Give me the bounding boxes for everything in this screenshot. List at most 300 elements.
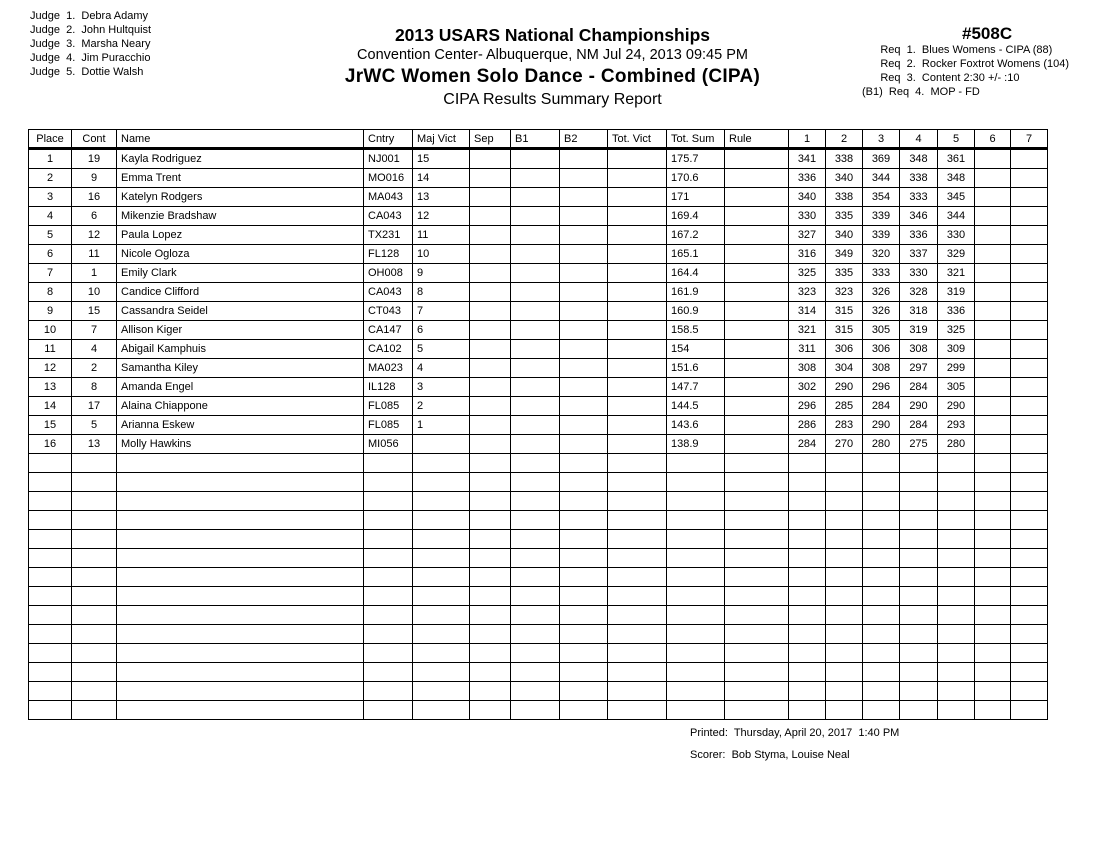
cell-name: Alaina Chiappone (117, 397, 364, 416)
cell-tot-vict (608, 359, 667, 378)
cell-judge-6 (975, 454, 1011, 473)
cell-maj-vict (413, 454, 470, 473)
cell-judge-5: 345 (938, 188, 975, 207)
cell-judge-7 (1011, 530, 1048, 549)
cell-maj-vict (413, 568, 470, 587)
cell-rule (725, 283, 789, 302)
empty-table-row (29, 454, 1048, 473)
cell-judge-1 (789, 454, 826, 473)
cell-tot-sum (667, 663, 725, 682)
cell-maj-vict (413, 701, 470, 720)
cell-judge-2 (826, 587, 863, 606)
cell-b1 (511, 359, 560, 378)
cell-b1 (511, 378, 560, 397)
cell-judge-4 (900, 663, 938, 682)
cell-judge-7 (1011, 549, 1048, 568)
cell-sep (470, 549, 511, 568)
cell-judge-1: 336 (789, 169, 826, 188)
cell-judge-4: 337 (900, 245, 938, 264)
cell-judge-6 (975, 226, 1011, 245)
col-header-judge-5: 5 (938, 130, 975, 149)
cell-judge-1: 308 (789, 359, 826, 378)
cell-b2 (560, 549, 608, 568)
cell-cont (72, 492, 117, 511)
cell-rule (725, 701, 789, 720)
cell-name: Paula Lopez (117, 226, 364, 245)
cell-maj-vict: 11 (413, 226, 470, 245)
cell-cntry (364, 530, 413, 549)
col-header-b1: B1 (511, 130, 560, 149)
cell-judge-2: 283 (826, 416, 863, 435)
table-row (29, 378, 1048, 397)
cell-judge-4: 290 (900, 397, 938, 416)
cell-cont: 5 (72, 416, 117, 435)
cell-judge-2 (826, 644, 863, 663)
cell-judge-6 (975, 359, 1011, 378)
cell-tot-vict (608, 245, 667, 264)
cell-tot-vict (608, 207, 667, 226)
cell-judge-7 (1011, 188, 1048, 207)
cell-rule (725, 587, 789, 606)
cell-cntry (364, 473, 413, 492)
cell-judge-6 (975, 587, 1011, 606)
cell-sep (470, 644, 511, 663)
cell-judge-6 (975, 188, 1011, 207)
cell-cont: 17 (72, 397, 117, 416)
cell-judge-7 (1011, 492, 1048, 511)
empty-table-row (29, 587, 1048, 606)
cell-judge-7 (1011, 625, 1048, 644)
cell-sep (470, 663, 511, 682)
cell-b1 (511, 283, 560, 302)
cell-judge-3 (863, 682, 900, 701)
cell-maj-vict (413, 511, 470, 530)
cell-tot-sum (667, 701, 725, 720)
cell-place (29, 644, 72, 663)
cell-judge-4: 275 (900, 435, 938, 454)
cell-maj-vict: 6 (413, 321, 470, 340)
cell-judge-5 (938, 625, 975, 644)
cell-b2 (560, 492, 608, 511)
cell-judge-6 (975, 435, 1011, 454)
cell-b2 (560, 302, 608, 321)
cell-rule (725, 321, 789, 340)
cell-cont (72, 644, 117, 663)
cell-place: 11 (29, 340, 72, 359)
cell-tot-sum: 164.4 (667, 264, 725, 283)
col-header-tot-vict: Tot. Vict (608, 130, 667, 149)
competition-title: 2013 USARS National Championships (394, 25, 711, 45)
empty-table-row (29, 644, 1048, 663)
cell-judge-4: 346 (900, 207, 938, 226)
cell-tot-vict (608, 454, 667, 473)
cell-tot-vict (608, 169, 667, 188)
cell-b2 (560, 245, 608, 264)
cell-judge-1: 327 (789, 226, 826, 245)
cell-cntry (364, 663, 413, 682)
cell-cntry: TX231 (364, 226, 413, 245)
cell-judge-7 (1011, 226, 1048, 245)
table-row (29, 264, 1048, 283)
cell-b2 (560, 169, 608, 188)
cell-judge-4 (900, 492, 938, 511)
cell-cont: 1 (72, 264, 117, 283)
cell-maj-vict: 2 (413, 397, 470, 416)
cell-cntry: MA043 (364, 188, 413, 207)
empty-table-row (29, 511, 1048, 530)
requirement-3: Req 3. Content 2:30 +/- :10 (862, 72, 1020, 84)
cell-judge-4: 318 (900, 302, 938, 321)
cell-b1 (511, 454, 560, 473)
col-header-judge-1: 1 (789, 130, 826, 149)
col-header-maj-vict: Maj Vict (413, 130, 470, 149)
cell-b2 (560, 511, 608, 530)
cell-maj-vict: 14 (413, 169, 470, 188)
cell-name (117, 530, 364, 549)
table-row (29, 340, 1048, 359)
cell-judge-5: 305 (938, 378, 975, 397)
cell-cntry: FL128 (364, 245, 413, 264)
cell-b1 (511, 473, 560, 492)
empty-table-row (29, 530, 1048, 549)
cell-cntry (364, 606, 413, 625)
cell-b2 (560, 473, 608, 492)
cell-judge-5 (938, 644, 975, 663)
cell-maj-vict (413, 492, 470, 511)
cell-judge-4 (900, 682, 938, 701)
cell-judge-1 (789, 587, 826, 606)
cell-place: 2 (29, 169, 72, 188)
cell-place: 14 (29, 397, 72, 416)
cell-judge-3 (863, 454, 900, 473)
table-row (29, 416, 1048, 435)
cell-cont (72, 530, 117, 549)
cell-judge-3: 305 (863, 321, 900, 340)
cell-judge-1 (789, 663, 826, 682)
cell-judge-7 (1011, 663, 1048, 682)
cell-judge-2: 306 (826, 340, 863, 359)
cell-name (117, 549, 364, 568)
cell-tot-sum: 151.6 (667, 359, 725, 378)
cell-cont (72, 682, 117, 701)
cell-judge-4: 333 (900, 188, 938, 207)
cell-judge-7 (1011, 264, 1048, 283)
cell-rule (725, 454, 789, 473)
cell-sep (470, 492, 511, 511)
cell-judge-5 (938, 454, 975, 473)
cell-rule (725, 397, 789, 416)
cell-judge-5: 293 (938, 416, 975, 435)
cell-judge-4 (900, 625, 938, 644)
cell-cont (72, 511, 117, 530)
requirements-list (862, 43, 1069, 99)
cell-b2 (560, 644, 608, 663)
cell-judge-5: 336 (938, 302, 975, 321)
cell-name (117, 454, 364, 473)
cell-place: 15 (29, 416, 72, 435)
cell-judge-6 (975, 207, 1011, 226)
printed-timestamp: Printed: Thursday, April 20, 2017 1:40 PM (690, 727, 900, 739)
cell-judge-3: 296 (863, 378, 900, 397)
cell-judge-7 (1011, 149, 1048, 169)
cell-judge-1: 325 (789, 264, 826, 283)
cell-name (117, 701, 364, 720)
cell-tot-sum (667, 549, 725, 568)
cell-judge-7 (1011, 245, 1048, 264)
cell-judge-3: 344 (863, 169, 900, 188)
cell-place (29, 473, 72, 492)
cell-tot-sum (667, 530, 725, 549)
cell-judge-6 (975, 302, 1011, 321)
cell-b2 (560, 397, 608, 416)
cell-tot-sum: 144.5 (667, 397, 725, 416)
cell-place (29, 530, 72, 549)
col-header-judge-7: 7 (1011, 130, 1048, 149)
cell-judge-5: 319 (938, 283, 975, 302)
judge-5: Judge 5. Dottie Walsh (30, 66, 144, 78)
cell-judge-4: 308 (900, 340, 938, 359)
cell-place: 8 (29, 283, 72, 302)
cell-b1 (511, 245, 560, 264)
cell-judge-1 (789, 549, 826, 568)
cell-maj-vict (413, 435, 470, 454)
cell-tot-vict (608, 416, 667, 435)
cell-place (29, 663, 72, 682)
cell-judge-4 (900, 606, 938, 625)
cell-place: 6 (29, 245, 72, 264)
cell-judge-6 (975, 321, 1011, 340)
cell-tot-sum: 147.7 (667, 378, 725, 397)
cell-judge-1 (789, 682, 826, 701)
cell-judge-5 (938, 511, 975, 530)
cell-b2 (560, 207, 608, 226)
cell-place: 12 (29, 359, 72, 378)
cell-judge-3 (863, 606, 900, 625)
cell-rule (725, 530, 789, 549)
cell-judge-5 (938, 530, 975, 549)
cell-place: 10 (29, 321, 72, 340)
cell-cntry: NJ001 (364, 149, 413, 169)
cell-judge-7 (1011, 511, 1048, 530)
cell-tot-sum: 161.9 (667, 283, 725, 302)
cell-tot-vict (608, 340, 667, 359)
cell-tot-sum: 158.5 (667, 321, 725, 340)
cell-name (117, 492, 364, 511)
cell-judge-5: 348 (938, 169, 975, 188)
col-header-name: Name (117, 130, 364, 149)
cell-tot-sum: 154 (667, 340, 725, 359)
cell-place: 5 (29, 226, 72, 245)
cell-place: 16 (29, 435, 72, 454)
cell-sep (470, 359, 511, 378)
cell-cont (72, 454, 117, 473)
cell-cont (72, 568, 117, 587)
cell-sep (470, 226, 511, 245)
cell-b1 (511, 530, 560, 549)
cell-cntry (364, 701, 413, 720)
cell-tot-vict (608, 321, 667, 340)
cell-sep (470, 701, 511, 720)
cell-maj-vict: 1 (413, 416, 470, 435)
cell-maj-vict (413, 473, 470, 492)
cell-tot-sum (667, 606, 725, 625)
cell-judge-7 (1011, 701, 1048, 720)
cell-judge-5: 361 (938, 149, 975, 169)
cell-tot-sum (667, 568, 725, 587)
cell-rule (725, 207, 789, 226)
judge-2: Judge 2. John Hultquist (30, 24, 152, 36)
cell-judge-4 (900, 587, 938, 606)
cell-judge-3: 290 (863, 416, 900, 435)
cell-cntry: MA023 (364, 359, 413, 378)
cell-rule (725, 606, 789, 625)
cell-tot-vict (608, 473, 667, 492)
cell-judge-3: 354 (863, 188, 900, 207)
cell-judge-3: 280 (863, 435, 900, 454)
cell-tot-sum (667, 473, 725, 492)
cell-b1 (511, 549, 560, 568)
cell-maj-vict: 9 (413, 264, 470, 283)
cell-rule (725, 245, 789, 264)
cell-judge-2 (826, 701, 863, 720)
cell-b1 (511, 264, 560, 283)
report-subtitle: CIPA Results Summary Report (443, 91, 662, 108)
cell-tot-sum (667, 644, 725, 663)
cell-judge-2: 270 (826, 435, 863, 454)
cell-cont: 8 (72, 378, 117, 397)
cell-b2 (560, 682, 608, 701)
cell-judge-2 (826, 606, 863, 625)
cell-judge-4 (900, 473, 938, 492)
cell-maj-vict (413, 682, 470, 701)
col-header-judge-4: 4 (900, 130, 938, 149)
table-row (29, 283, 1048, 302)
cell-sep (470, 625, 511, 644)
empty-table-row (29, 663, 1048, 682)
empty-table-row (29, 606, 1048, 625)
cell-tot-vict (608, 587, 667, 606)
cell-b2 (560, 416, 608, 435)
cell-cont: 12 (72, 226, 117, 245)
cell-judge-7 (1011, 340, 1048, 359)
table-row (29, 226, 1048, 245)
cell-judge-1: 323 (789, 283, 826, 302)
cell-maj-vict: 4 (413, 359, 470, 378)
cell-place: 1 (29, 149, 72, 169)
cell-b1 (511, 511, 560, 530)
cell-cont: 13 (72, 435, 117, 454)
cell-cntry: MI056 (364, 435, 413, 454)
cell-cntry (364, 644, 413, 663)
cell-rule (725, 416, 789, 435)
col-header-cntry: Cntry (364, 130, 413, 149)
cell-judge-5 (938, 606, 975, 625)
empty-table-row (29, 625, 1048, 644)
cell-judge-3: 306 (863, 340, 900, 359)
cell-judge-7 (1011, 644, 1048, 663)
cell-name: Cassandra Seidel (117, 302, 364, 321)
col-header-place: Place (29, 130, 72, 149)
cell-b2 (560, 149, 608, 169)
cell-judge-4: 336 (900, 226, 938, 245)
col-header-sep: Sep (470, 130, 511, 149)
cell-judge-6 (975, 245, 1011, 264)
cell-judge-2: 340 (826, 226, 863, 245)
cell-sep (470, 302, 511, 321)
cell-b2 (560, 663, 608, 682)
cell-rule (725, 226, 789, 245)
cell-maj-vict (413, 644, 470, 663)
cell-judge-2 (826, 663, 863, 682)
cell-judge-1: 311 (789, 340, 826, 359)
col-header-tot-sum: Tot. Sum (667, 130, 725, 149)
cell-judge-7 (1011, 435, 1048, 454)
cell-judge-4: 330 (900, 264, 938, 283)
cell-tot-vict (608, 264, 667, 283)
cell-maj-vict: 15 (413, 149, 470, 169)
cell-judge-3 (863, 663, 900, 682)
cell-judge-1 (789, 644, 826, 663)
cell-sep (470, 264, 511, 283)
cell-sep (470, 416, 511, 435)
cell-judge-1: 284 (789, 435, 826, 454)
cell-tot-sum (667, 511, 725, 530)
cell-judge-1 (789, 511, 826, 530)
cell-b1 (511, 587, 560, 606)
cell-maj-vict: 10 (413, 245, 470, 264)
empty-table-row (29, 549, 1048, 568)
judges-list (30, 9, 151, 79)
cell-cntry (364, 454, 413, 473)
cell-rule (725, 511, 789, 530)
cell-judge-4 (900, 568, 938, 587)
cell-judge-2 (826, 568, 863, 587)
col-header-judge-2: 2 (826, 130, 863, 149)
col-header-b2: B2 (560, 130, 608, 149)
cell-cont (72, 606, 117, 625)
cell-sep (470, 340, 511, 359)
table-row (29, 435, 1048, 454)
cell-judge-5 (938, 492, 975, 511)
cell-judge-1 (789, 568, 826, 587)
cell-cont: 4 (72, 340, 117, 359)
event-number: #508C (962, 24, 1013, 43)
cell-judge-3: 339 (863, 207, 900, 226)
cell-maj-vict (413, 663, 470, 682)
cell-judge-1: 316 (789, 245, 826, 264)
cell-judge-3: 320 (863, 245, 900, 264)
cell-rule (725, 625, 789, 644)
cell-maj-vict: 13 (413, 188, 470, 207)
cell-judge-3 (863, 492, 900, 511)
venue-datetime: Convention Center- Albuquerque, NM Jul 24, 2013 09:45 PM (357, 47, 748, 63)
cell-cont: 6 (72, 207, 117, 226)
cell-tot-sum: 170.6 (667, 169, 725, 188)
cell-rule (725, 435, 789, 454)
cell-maj-vict (413, 625, 470, 644)
cell-name (117, 663, 364, 682)
cell-judge-4: 348 (900, 149, 938, 169)
cell-judge-7 (1011, 682, 1048, 701)
cell-judge-6 (975, 549, 1011, 568)
cell-judge-1 (789, 701, 826, 720)
cell-b2 (560, 587, 608, 606)
cell-b2 (560, 188, 608, 207)
cell-judge-3 (863, 473, 900, 492)
cell-tot-vict (608, 378, 667, 397)
cell-sep (470, 283, 511, 302)
cell-judge-5: 309 (938, 340, 975, 359)
